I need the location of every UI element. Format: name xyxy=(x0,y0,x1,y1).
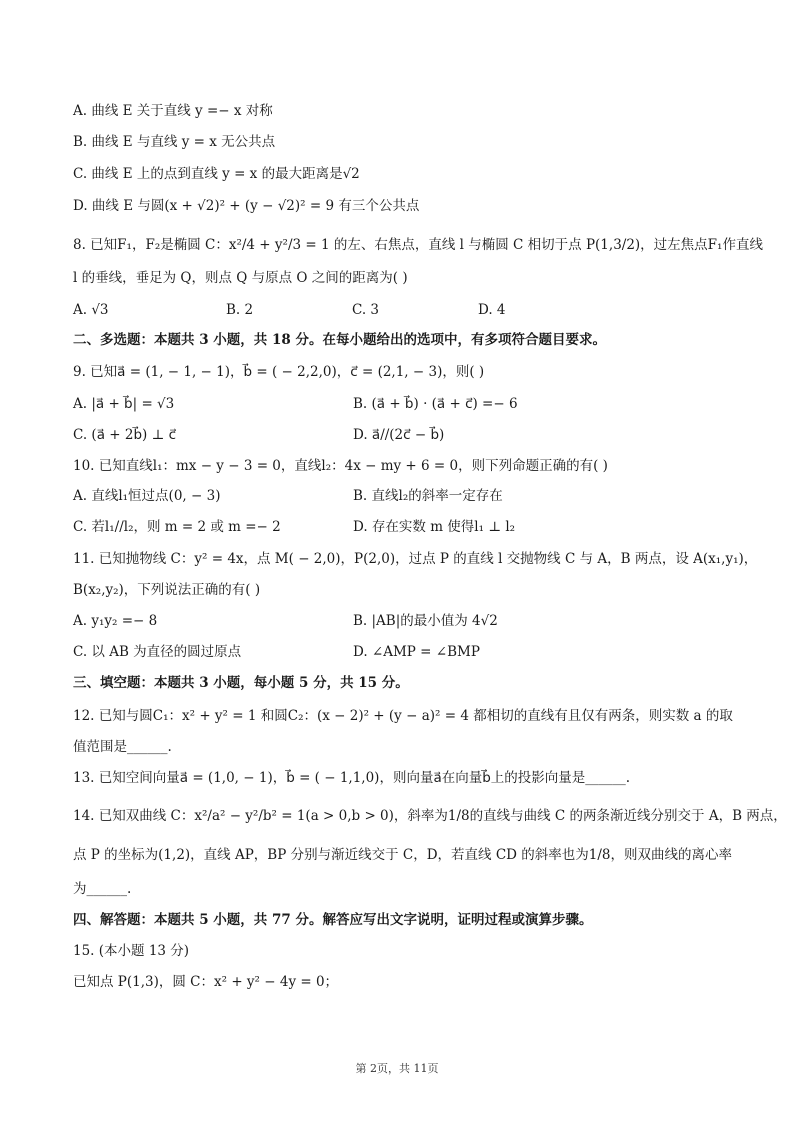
q14-stem-line2: 点 P 的坐标为(1,2)，直线 AP，BP 分别与渐近线交于 C，D，若直线 CD 的斜率也为1/8，则双曲线的离心率 xyxy=(73,847,732,863)
section-heading-multi-choice: 二、多选题：本题共 3 小题，共 18 分。在每小题给出的选项中，有多项符合题目要求。 xyxy=(73,332,606,348)
q11-options-row1 xyxy=(73,611,723,631)
q9-options-row1 xyxy=(73,394,723,414)
q11-options-row2 xyxy=(73,642,723,662)
q7-option-b: B. 曲线 E 与直线 y = x 无公共点 xyxy=(73,134,276,150)
page-footer: 第 2页，共 11页 xyxy=(355,1062,439,1075)
section-heading-solutions: 四、解答题：本题共 5 小题，共 77 分。解答应写出文字说明，证明过程或演算步骤。 xyxy=(73,912,593,928)
q11-option-b: B. |AB|的最小值为 4√2 xyxy=(353,613,498,629)
q14-stem-line1: 14. 已知双曲线 C：x²/a² − y²/b² = 1(a > 0,b > 0)，斜率为1/8的直线与曲线 C 的两条渐近线分别交于 A，B 两点， xyxy=(73,808,787,824)
q10-option-a: A. 直线l₁恒过点(0, − 3) xyxy=(73,488,221,504)
q8-option-b: B. 2 xyxy=(226,302,254,318)
q9-option-d: D. a⃗//(2c⃗ − b⃗) xyxy=(353,427,445,443)
q12-stem-line1: 12. 已知与圆C₁：x² + y² = 1 和圆C₂：(x − 2)² + (y − a)² = 4 都相切的直线有且仅有两条，则实数 a 的取 xyxy=(73,708,733,724)
q10-option-b: B. 直线l₂的斜率一定存在 xyxy=(353,488,503,504)
q9-option-c: C. (a⃗ + 2b⃗) ⊥ c⃗ xyxy=(73,427,176,443)
q9-stem: 9. 已知a⃗ = (1, − 1, − 1)，b⃗ = ( − 2,2,0)，c⃗ = (2,1, − 3)，则( ) xyxy=(73,364,485,380)
q15-stem: 已知点 P(1,3)，圆 C：x² + y² − 4y = 0； xyxy=(73,974,339,990)
q10-options-row1 xyxy=(73,486,723,506)
q11-stem-line1: 11. 已知抛物线 C：y² = 4x，点 M( − 2,0)，P(2,0)，过点 P 的直线 l 交抛物线 C 与 A，B 两点，设 A(x₁,y₁)， xyxy=(73,551,758,567)
q9-option-a: A. |a⃗ + b⃗| = √3 xyxy=(73,396,175,412)
section-heading-fill-blank: 三、填空题：本题共 3 小题，每小题 5 分，共 15 分。 xyxy=(73,675,409,691)
q9-options-row2 xyxy=(73,425,723,445)
q10-option-d: D. 存在实数 m 使得l₁ ⊥ l₂ xyxy=(353,519,516,535)
q8-option-a: A. √3 xyxy=(73,302,109,318)
q8-stem-line2: l 的垂线，垂足为 Q，则点 Q 与原点 O 之间的距离为( ) xyxy=(73,270,408,286)
q10-stem: 10. 已知直线l₁：mx − y − 3 = 0，直线l₂：4x − my + 6 = 0，则下列命题正确的有( ) xyxy=(73,458,608,474)
q8-option-c: C. 3 xyxy=(352,302,380,318)
q13-stem: 13. 已知空间向量a⃗ = (1,0, − 1)，b⃗ = ( − 1,1,0)，则向量a⃗在向量b⃗上的投影向量是______. xyxy=(73,770,631,786)
q12-stem-line2: 值范围是______. xyxy=(73,739,172,755)
q10-option-c: C. 若l₁//l₂，则 m = 2 或 m =− 2 xyxy=(73,519,281,535)
q11-stem-line2: B(x₂,y₂)，下列说法正确的有( ) xyxy=(73,582,261,598)
q7-option-a: A. 曲线 E 关于直线 y =− x 对称 xyxy=(73,103,273,119)
q8-option-d: D. 4 xyxy=(478,302,506,318)
q14-stem-line3: 为______. xyxy=(73,881,132,897)
q11-option-c: C. 以 AB 为直径的圆过原点 xyxy=(73,644,242,660)
q15-heading: 15. (本小题 13 分) xyxy=(73,943,190,959)
q9-option-b: B. (a⃗ + b⃗) · (a⃗ + c⃗) =− 6 xyxy=(353,396,518,412)
q11-option-a: A. y₁y₂ =− 8 xyxy=(73,613,158,629)
q10-options-row2 xyxy=(73,517,723,537)
q7-option-d: D. 曲线 E 与圆(x + √2)² + (y − √2)² = 9 有三个公共点 xyxy=(73,198,420,214)
q7-option-c: C. 曲线 E 上的点到直线 y = x 的最大距离是√2 xyxy=(73,166,360,182)
q8-stem-line1: 8. 已知F₁，F₂是椭圆 C：x²/4 + y²/3 = 1 的左、右焦点，直线 l 与椭圆 C 相切于点 P(1,3/2)，过左焦点F₁作直线 xyxy=(73,237,763,253)
q11-option-d: D. ∠AMP = ∠BMP xyxy=(353,644,480,660)
